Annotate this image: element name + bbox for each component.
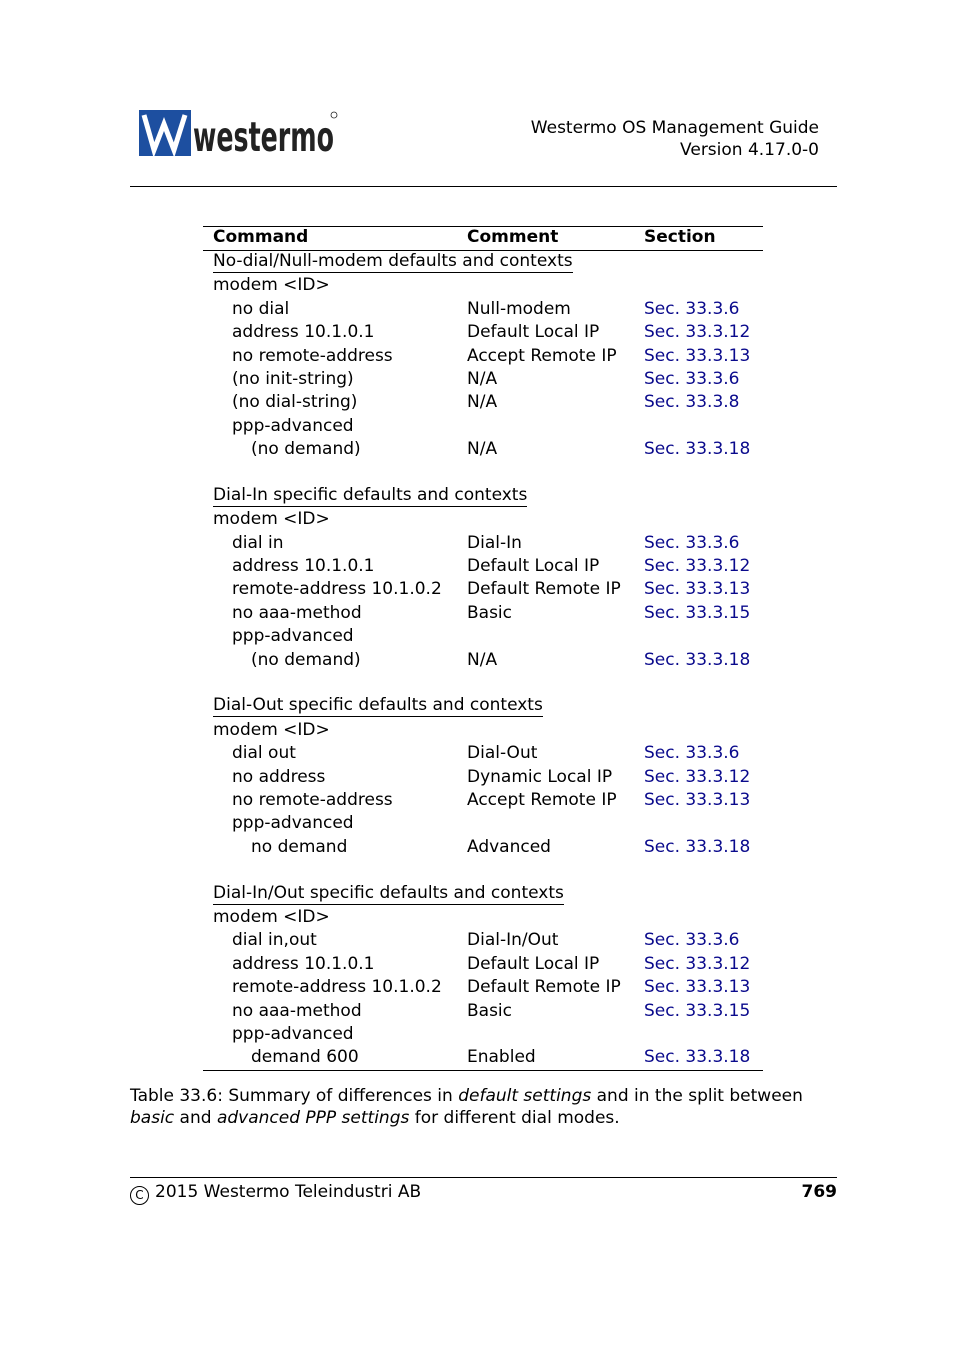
section-link[interactable]: Sec. 33.3.12 xyxy=(644,953,751,974)
table-row xyxy=(203,391,763,414)
command-cell: ppp-advanced xyxy=(232,1023,354,1044)
comment-cell: Dial-In/Out xyxy=(467,930,559,951)
table-row xyxy=(203,766,763,789)
table-row xyxy=(203,555,763,578)
command-cell: modem <ID> xyxy=(213,906,330,927)
command-cell: dial in xyxy=(232,532,284,553)
section-link[interactable]: Sec. 33.3.6 xyxy=(644,368,740,389)
table-row xyxy=(203,508,763,531)
group-title-row xyxy=(203,485,763,508)
caption-text: and xyxy=(174,1108,217,1128)
section-link[interactable]: Sec. 33.3.13 xyxy=(644,345,751,366)
command-cell: dial out xyxy=(232,743,296,764)
caption-text: Table 33.6: Summary of differences in xyxy=(130,1086,459,1106)
table-row xyxy=(203,298,763,321)
section-link[interactable]: Sec. 33.3.13 xyxy=(644,789,751,810)
header-rule xyxy=(130,186,837,187)
comment-cell: Advanced xyxy=(467,836,551,857)
table-row xyxy=(203,1046,763,1069)
westermo-logo-mark xyxy=(139,110,339,161)
command-cell: no remote-address xyxy=(232,345,393,366)
table-row xyxy=(203,368,763,391)
command-cell: address 10.1.0.1 xyxy=(232,556,375,577)
command-cell: ppp-advanced xyxy=(232,415,354,436)
table-row xyxy=(203,438,763,461)
defaults-table xyxy=(203,226,763,1071)
col-header-section: Section xyxy=(644,227,716,247)
command-cell: ppp-advanced xyxy=(232,813,354,834)
command-cell: ppp-advanced xyxy=(232,626,354,647)
command-cell: no aaa-method xyxy=(232,602,362,623)
table-row xyxy=(203,812,763,835)
table-body xyxy=(203,251,763,1070)
comment-cell: Default Local IP xyxy=(467,953,600,974)
command-cell: no demand xyxy=(251,836,348,857)
section-link[interactable]: Sec. 33.3.12 xyxy=(644,322,751,343)
table-caption xyxy=(130,1085,837,1129)
comment-cell: N/A xyxy=(467,439,498,460)
group-title-row xyxy=(203,251,763,274)
table-row xyxy=(203,953,763,976)
command-cell: remote-address 10.1.0.2 xyxy=(232,977,442,998)
footer-rule xyxy=(130,1177,837,1178)
table-row xyxy=(203,415,763,438)
col-header-command: Command xyxy=(213,227,309,247)
section-link[interactable]: Sec. 33.3.6 xyxy=(644,298,740,319)
comment-cell: Enabled xyxy=(467,1047,536,1068)
command-cell: dial in,out xyxy=(232,930,317,951)
table-row xyxy=(203,578,763,601)
section-link[interactable]: Sec. 33.3.6 xyxy=(644,930,740,951)
table-row xyxy=(203,976,763,999)
table-row xyxy=(203,532,763,555)
table-row xyxy=(203,719,763,742)
group-title: No-dial/Null-modem defaults and contexts xyxy=(213,251,573,271)
section-link[interactable]: Sec. 33.3.8 xyxy=(644,392,740,413)
group-spacer xyxy=(203,462,763,485)
table-row xyxy=(203,836,763,859)
table-header-row xyxy=(203,227,763,251)
section-link[interactable]: Sec. 33.3.6 xyxy=(644,743,740,764)
comment-cell: Default Remote IP xyxy=(467,579,621,600)
group-title: Dial-Out specific defaults and contexts xyxy=(213,695,543,716)
comment-cell: Null-modem xyxy=(467,298,571,319)
section-link[interactable]: Sec. 33.3.12 xyxy=(644,556,751,577)
section-link[interactable]: Sec. 33.3.18 xyxy=(644,1047,751,1068)
group-title: Dial-In specific defaults and contexts xyxy=(213,484,528,505)
table-row xyxy=(203,345,763,368)
group-title: Dial-In/Out specific defaults and contexts xyxy=(213,882,564,903)
command-cell: (no demand) xyxy=(251,439,361,460)
command-cell: remote-address 10.1.0.2 xyxy=(232,579,442,600)
section-link[interactable]: Sec. 33.3.6 xyxy=(644,532,740,553)
section-link[interactable]: Sec. 33.3.15 xyxy=(644,602,751,623)
caption-emphasis: basic xyxy=(130,1108,175,1128)
comment-cell: Accept Remote IP xyxy=(467,789,617,810)
caption-text: for different dial modes. xyxy=(409,1108,620,1128)
table-row xyxy=(203,274,763,297)
page-number: 769 xyxy=(801,1182,837,1202)
comment-cell: Default Local IP xyxy=(467,322,600,343)
table-row xyxy=(203,906,763,929)
comment-cell: Dial-Out xyxy=(467,743,538,764)
doc-version: Version 4.17.0-0 xyxy=(680,140,819,160)
comment-cell: Dynamic Local IP xyxy=(467,766,613,787)
table-row xyxy=(203,1000,763,1023)
table-row xyxy=(203,321,763,344)
comment-cell: N/A xyxy=(467,649,498,670)
group-title-row xyxy=(203,695,763,718)
comment-cell: N/A xyxy=(467,392,498,413)
section-link[interactable]: Sec. 33.3.12 xyxy=(644,766,751,787)
table-row xyxy=(203,602,763,625)
table-row xyxy=(203,625,763,648)
comment-cell: Basic xyxy=(467,602,513,623)
command-cell: (no dial-string) xyxy=(232,392,358,413)
westermo-logo xyxy=(139,110,339,161)
section-link[interactable]: Sec. 33.3.18 xyxy=(644,649,751,670)
command-cell: modem <ID> xyxy=(213,275,330,296)
comment-cell: Dial-In xyxy=(467,532,522,553)
section-link[interactable]: Sec. 33.3.15 xyxy=(644,1000,751,1021)
doc-title: Westermo OS Management Guide xyxy=(530,118,819,138)
comment-cell: Default Local IP xyxy=(467,556,600,577)
caption-emphasis: advanced PPP settings xyxy=(216,1108,410,1128)
command-cell: modem <ID> xyxy=(213,509,330,530)
comment-cell: Accept Remote IP xyxy=(467,345,617,366)
command-cell: no address xyxy=(232,766,326,787)
table-row xyxy=(203,1023,763,1046)
group-spacer xyxy=(203,672,763,695)
command-cell: no dial xyxy=(232,298,290,319)
command-cell: demand 600 xyxy=(251,1047,359,1068)
logo-wordmark: westermo xyxy=(193,113,334,161)
section-link[interactable]: Sec. 33.3.13 xyxy=(644,977,751,998)
command-cell: modem <ID> xyxy=(213,719,330,740)
command-cell: address 10.1.0.1 xyxy=(232,953,375,974)
table-row xyxy=(203,742,763,765)
command-cell: address 10.1.0.1 xyxy=(232,322,375,343)
group-spacer xyxy=(203,859,763,882)
comment-cell: Basic xyxy=(467,1000,513,1021)
group-title-row xyxy=(203,883,763,906)
table-row xyxy=(203,649,763,672)
section-link[interactable]: Sec. 33.3.18 xyxy=(644,836,751,857)
table-row xyxy=(203,929,763,952)
command-cell: no aaa-method xyxy=(232,1000,362,1021)
document-header xyxy=(531,117,819,161)
command-cell: no remote-address xyxy=(232,789,393,810)
section-link[interactable]: Sec. 33.3.13 xyxy=(644,579,751,600)
page-footer xyxy=(130,1181,837,1205)
command-cell: (no init-string) xyxy=(232,368,354,389)
caption-text: and in the split between xyxy=(591,1086,803,1106)
copyright-text: 2015 Westermo Teleindustri AB xyxy=(155,1182,422,1202)
col-header-comment: Comment xyxy=(467,227,559,247)
command-cell: (no demand) xyxy=(251,649,361,670)
comment-cell: N/A xyxy=(467,368,498,389)
table-bottom-rule xyxy=(203,1070,763,1071)
caption-emphasis: default settings xyxy=(458,1086,592,1106)
comment-cell: Default Remote IP xyxy=(467,977,621,998)
copyright-icon: C xyxy=(130,1186,149,1205)
table-row xyxy=(203,789,763,812)
section-link[interactable]: Sec. 33.3.18 xyxy=(644,439,751,460)
